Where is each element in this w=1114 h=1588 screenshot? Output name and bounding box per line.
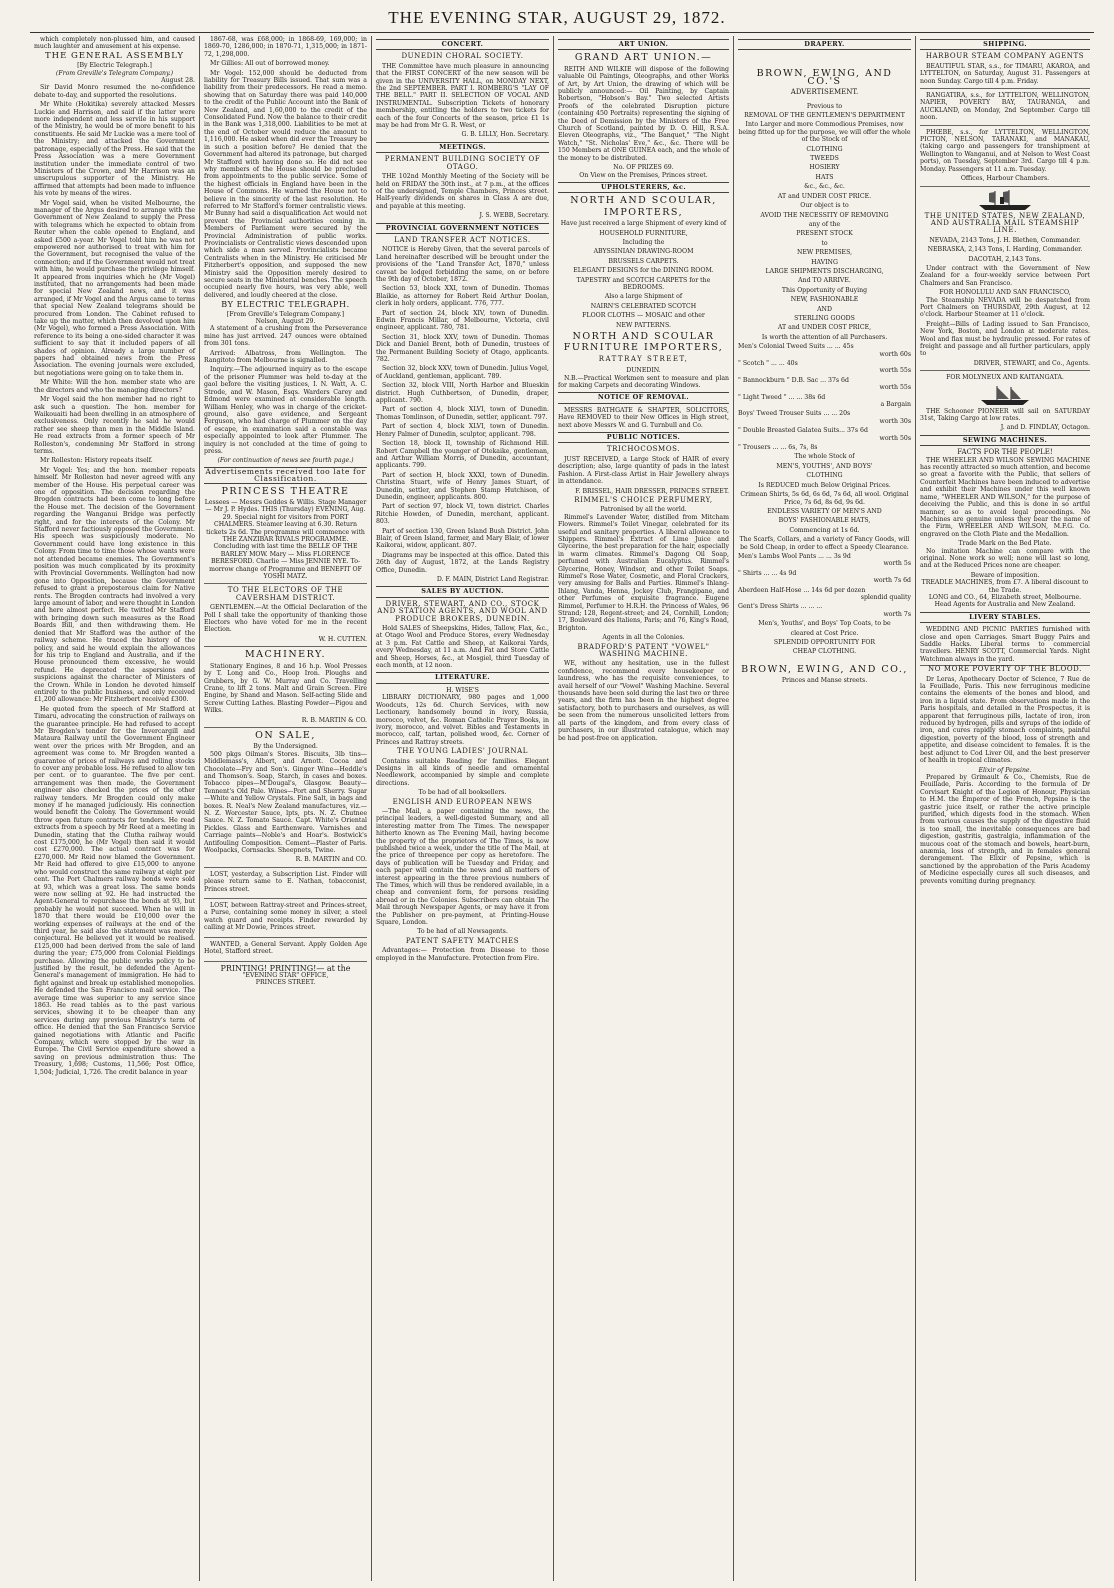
ad-line: SPLENDID OPPORTUNITY FOR [773, 639, 876, 646]
article-paragraph: Mr White (Hokitika) severely attacked Messrs Luckie and Harrison, and said if the latter were more independent and less servile in his support of the Ministry, he would be of more benefit to his constituents. He said Mr Luckie was a mere tool of the Ministry; and attacked the Government patronage, especially of the Press. He said that the Press Association was a mere Government institution under the immediate control of two Ministers of the Crown, and Mr Harrison was an unscrupulous supporter of the Ministry. He affirmed that attempts had been made to influence his vote by means of the wires. [34, 101, 195, 198]
land-notices-list [376, 285, 549, 549]
land-notice-item: Part of section H, block XXXI, town of Dunedin. Christina Stuart, wife of Henry James Stuart, of Dunedin, settler, and Stephen Stamp Hutchison, of Dunedin, engineer, applicants. 800. [376, 471, 549, 501]
ad-lost-1 [204, 871, 367, 899]
ad-body: Freight—Bills of Lading issued to San Francisco, New York, Boston, and London at moderate rates. Wool and flax must be hydraulic pressed. For rates of freight and passage and all further particulars, apply to [920, 320, 1090, 358]
ad-line: ELEGANT DESIGNS for the DINING ROOM. [573, 267, 714, 275]
ad-lines [738, 103, 911, 342]
dateline: August 28. [161, 77, 195, 85]
ad-body: THE Schooner PIONEER will sail on SATURDAY 31st, Taking Cargo at low rates. [920, 407, 1090, 423]
ad-line: FLOOR CLOTHS — MOSAIC and other [582, 312, 705, 320]
land-notice-item: Part of section 130, Green Island Bush District. John Blair, of Green Island, farmer, and Mary Blair, of lower Kaikorai, widow, applicant. 807. [376, 527, 549, 550]
price-row [738, 553, 911, 568]
ad-line: Crimean Shirts, 5s 6d, 6s 6d, 7s 6d, all wool. Original Price, 7s 6d, 8s 6d, 9s 6d. [740, 491, 909, 506]
article-paragraph: He quoted from the speech of Mr Stafford at Timaru, advocating the construction of railways on the guarantee principle. He had refused to accept Mr Brogden's tender for the Invercargill and Mataura Railway until the Government Engineer went over the prices with Mr Brogden, and an agreement was come to. Mr Brogden wanted a guarantee of prices of railways and rolling stocks to cover any probable loss. He refused to allow ten per cent. or to guarantee. The five per cent. arrangement was then made, the Government engineer also checked the prices of the other railway tenders. Mr Brogden could only make money if he managed judiciously. His connection would benefit the Colony. The Government would throw open future contracts for tenders. He read extracts from a speech by Mr Reed at a meeting in Dunedin, stating that the Clutha railway would cost £175,000, he (Mr Vogel) then said it would cost £270,000. The actual contract was for £270,000. Mr Reid now blamed the Government. Mr Reid had offered to give £15,000 to anyone who would construct the same railway at eight per cent. The Port Chalmers railway bonds were sold at 93, which was a great loss. The same bonds were now selling at 92. He had instructed the Agent-General to repurchase the bonds at 93, but probably he would not succeed. When he will in 1870 that there would be £10,000 over the working expenses of railways at the end of the third year, he said also the statement was merely conjectural. He believed yet it would be realised. £125,000 had been derived from the sale of land during the year; £75,000 from Colonial Fieldings purchase. Allowing the public works policy to be justified by the result, he defended the Agent-General's management of immigration. He had to fight against and break up established monopolies. He defended the San Francisco mail service. The average time was superior to any service since 1863. He read tables as to the past various services, showing it to be cheaper than any services during any previous Ministry's term of office. He denied that the San Francisco Service gained negotiations with Atlantic and Pacific Company, which were stopped by the war in Europe. The Civil Service expenditure showed a saving on previous administration thus: The Treasury, 1,698; Customs, 11,566; Post Office, 1,504; Judicial, 1,726. The credit balance in year [34, 705, 195, 1076]
ad-town: DUNEDIN. [626, 367, 661, 375]
ad-lines [738, 453, 911, 550]
land-notice-item: Part of section 4, block XLVI, town of Dunedin. Henry Palmer of Dunedin, sculptor, applicant. 798. [376, 423, 549, 438]
column-5 [734, 36, 916, 1581]
news-paragraph: A statement of a crushing from the Perseverance mine has just arrived. 247 ounces were obtained from 301 tons. [204, 325, 367, 348]
ad-line: to [821, 239, 828, 247]
ad-body: MESSRS BATHGATE & SHAPTER, SOLICITORS, Have REMOVED to their New Offices in High street, next above Messrs W. and G. Turnbull and Co. [558, 406, 729, 429]
ad-line: CLOTHING [806, 472, 843, 480]
land-notice-item: Section 18, block II, township of Richmond Hill. Robert Campbell the younger of Otekaike, gentleman, and Arthur William Morris, of Dunedin, accountant, applicants. 799. [376, 440, 549, 470]
column-2 [200, 36, 372, 1581]
ad-body: JUST RECEIVED, a Large Stock of HAIR of every description; also, large quantity of pads in the latest Fashion. A First-class Artist in Hair Jewellery always in attendance. [558, 455, 729, 486]
price-worth: a Bargain [880, 401, 911, 409]
land-notice-item: Part of section 97, block VI, town district. Charles Ritchie Howden, of Dunedin, merchant, applicant. 803. [376, 503, 549, 526]
price-worth: worth 7s 6d [873, 577, 911, 585]
ad-printing-3: PRINCES STREET. [255, 979, 316, 987]
column-6 [916, 36, 1094, 1581]
price-worth: worth 60s [879, 350, 911, 358]
ad-line: Also a large Shipment of [604, 293, 683, 301]
article-paragraph: Mr White: Will the hon. member state who are the directors and who the managing directors? [34, 379, 195, 394]
ad-subtitle: Patronised by all the world. [600, 506, 687, 514]
article-paragraph: Mr Vogel: 152,000 should be deducted from liability for Treasury Bills issued. That sum was a liability from their predecessors. He read a memo. showing that on Saturday there was paid 140,000 to the credit of the Public Account into the Bank of New Zealand, and 1,60,000 to the credit of the Consolidated Fund. Now the balance to their credit in the Bank was 1,318,000. Liabilities to be met at the end of October would reduce the amount to 1,116,000. He asked when did ever the Treasury be in such a position before? He denied that the Government had altered its patronage, but charged Mr Stafford with having done so. He did not see why members of the House should be precluded from appointments to the public service. Some of the highest officials in England have been in the House of Commons. He warned the House not to believe in the sincerity of the last resolution. He referred to Mr Stafford's former centralistic views. Mr Bunny had said a disqualification Act would not prevent the Provincial authorities coming in. Members of Parliament were secured by the Provincial Administration of public works. Provincialists or Centralistic views descended upon which side a man served. Provincialists became Centralists when in the Ministry. He criticised Mr Fitzherbert's opposition, and supposed the new Ministry said the Opposition merely desired to secure seats in the Ministerial benches. The speech occupied nearly five hours, was very able, well delivered, and loudly cheered at the close. [204, 69, 367, 299]
section-meetings: MEETINGS. [376, 142, 549, 153]
source-line: (From Greville's Telegram Company.) [55, 69, 174, 77]
ad-line: AND [817, 305, 832, 313]
price-row [738, 603, 911, 618]
ad-line: REMOVAL OF THE GENTLEMEN'S DEPARTMENT [744, 112, 905, 120]
ad-body: —The Mail, a paper containing the news, the principal leaders, a well-digested Summary, and all interesting matter from The Times. The newspaper hitherto known as The Evening Mail, having become the property of the proprietors of The Times, is now published twice a week, under the title of The Mail, at the price of threepence per copy as heretofore. The days of publication will be Tuesday and Friday, and each paper will contain the news and all matters of interest appearing in the three previous numbers of The Times, which will thus be rendered available, in a cheap and convenient form, for persons residing abroad or in the Colonies. Subscribers can obtain The Mail through Newspaper Agents, or may have it from the Publisher on pre-payment, at Printing-House Square, London. [376, 807, 549, 927]
section-drapery: DRAPERY. [738, 39, 911, 50]
article-paragraph: Mr Vogel: Yes; and the hon. member repeats himself. Mr Rolleston had never agreed with any member of the House. His perpetual career was one of opposition. The decision regarding the Brogden contracts had been come to long before the House met. The decision of the Government regarding the Wanganui Bridge was perfectly right, and for the interests of the Colony. Mr Stafford never factiously opposed the Government. His speech was suspiciously moderate. No Government could have long existence in this Colony. From time to time those whose wants were not attended became enemies. The Government's position was much complicated by its proximity with Provincial Governments. Wellington had now gone into Opposition, because the Government refused to grant a preposterous claim for Native rents. The Brogden contracts had involved a very large amount of labor, and were thought in London and here almost perfect. He twitted Mr Stafford with bringing down such measures as the Road Boards Bill, and then withdrawing them. He denied that Mr Stafford was the author of the railway scheme. He traced the history of the policy, and said he would explain the allowances for his trip to England and Australia, and if the House pronounced them excessive, he would refund. He deprecated the aspersions and suspicions against the character of Ministers of the Crown. While in London he devoted himself entirely to the public business, and only received £1,200 allowance: Mr Fitzherbert received £300. [34, 466, 195, 704]
ad-line: PRESENT STOCK [796, 230, 853, 238]
ad-body: WANTED, a General Servant. Apply Golden Age Hotel, Stafford street. [204, 940, 367, 956]
ad-line: Including the [622, 238, 665, 246]
ad-line: Our object is to [800, 202, 849, 210]
ad-body: NOTICE is Hereby Given, that the several parcels of Land hereinafter described will be brought under the provisions of the "Land Transfer Act, 1870," unless caveat be lodged forbidding the same, on or before the 9th day of October, 1872. [376, 246, 549, 283]
fleet-item: NEVADA, 2143 Tons, J. H. Blethen, Commander. [929, 236, 1081, 244]
ad-body: Lessees — Messrs Geddes & Willis. Stage Manager — Mr J. P. Hydes. THIS (Thursday) EVENING, Aug. 29. Special night for visitors from PORT CHALMERS. Steamer leaving at 6.30. Return tickets 2s 6d. The programme will commence with THE ZANZIBAR RIVALS PROGRAMME. Concluding with last time the BELLE OF THE BARLEY MOW. Mary — Miss FLORENCE BERESFORD. Charlie — Miss JENNIE NYE. To-morrow change of Programme and BENEFIT OF YOSHI MATZ. [204, 498, 367, 581]
ad-title: NORTH AND SCOULAR [572, 331, 715, 342]
column-1 [30, 36, 200, 1581]
ad-body: WE, without any hesitation, use in the fullest confidence, recommend every housekeeper or laundress, who has the requisite conveniences, to avail herself of our "Vowel" Washing Machine. Several thousands have been sold during the last two or three years, and the firm has been in the highest degree satisfactory, both to purchasers and ourselves, as will be seen from the numerous unsolicited letters from all parts of the kingdom, and from every class of purchasers, in our illustrated catalogue, which may be had post-free on application. [558, 660, 729, 742]
ad-line: AVOID THE NECESSITY OF REMOVING [760, 211, 889, 219]
price-item: Gent's Dress Shirts ... ... ... [738, 603, 823, 611]
ad-body: RANGATIRA, s.s., for LYTTELTON, WELLINGTON, NAPIER, POVERTY BAY, TAURANGA, and AUCKLAND, on Monday, 2nd September. Cargo till noon. [920, 92, 1090, 126]
ad-title: H. WISE'S [446, 686, 479, 694]
section-art-union: ART UNION. [558, 39, 729, 50]
ad-body: Rimmel's Lavender Water, distilled from Mitcham Flowers. Rimmel's Toilet Vinegar, celebrated for its useful and sanitary properties. A liberal allowance to Shippers. Rimmel's Extract of Lime Juice and Glycerine, the best preparation for the hair, especially in warm climates. Rimmel's Dagong Oil Soap, perfumed with Australian Eucalyptus. Rimmel's Glycerine, Honey, Windsor, and other Toilet Soaps. Rimmel's Rose Water, Cosmetic, and Floral Crackers, very amusing for Balls and Parties. Rimmel's Ihlang-Ihlang, Vanda, Henna, Jockey Club, Frangipane, and other Perfumes of exquisite fragrance. Eugene Rimmel, Perfumer to H.R.H. the Princess of Wales, 96 Strand; 128, Regent-street; and 24, Cornhill, London; 17, Boulevard des Italiens, Paris; and 76, King's Road, Brighton. [558, 513, 729, 632]
ad-title: TO THE ELECTORS OF THE CAVERSHAM DISTRICT. [227, 586, 344, 602]
ship-icon [975, 189, 1035, 211]
ad-line: Have just received a large Shipment of every kind of [560, 220, 727, 228]
ad-line: Men's, Youths', and Boys' Top Coats, to be [758, 620, 891, 628]
ad-line: ENDLESS VARIETY OF MEN'S AND [767, 507, 882, 515]
ad-title: PRINCESS THEATRE [221, 485, 350, 497]
land-notice-item: Section 53, block XXI, town of Dunedin. Thomas Blaikie, as attorney for Robert Reid Arthur Doolan, clerk in holy orders, applicant. 776, 777. [376, 285, 549, 308]
price-worth: worth 7s [883, 610, 911, 618]
section-title-telegraph: BY ELECTRIC TELEGRAPH. [221, 300, 350, 310]
ad-body: LOST, between Rattray-street and Princes-street, a Purse, containing some money in silver, a steel watch guard and receipts. Finder rewarded by calling at Mr Dowie, Princes street. [204, 902, 367, 932]
ad-signature: D. F. MAIN, District Land Registrar. [436, 576, 549, 583]
ad-body: LIBRARY DICTIONARY, 980 pages and 1,000 Woodcuts, 12s 6d. Church Services, with new Lectionary, handsomely bound in ivory, Russia, morocco, velvet, &c. Roman Catholic Prayer Books, in ivory, morocco, and velvet. Bibles and Testaments in morocco, calf, tartan, polished wood, &c. Corner of Princes and Rattray streets. [376, 694, 549, 746]
ad-line: TREADLE MACHINES, from £7. A liberal discount to the Trade. [921, 579, 1089, 594]
price-row [738, 410, 911, 425]
price-item: " Trousers ... ... 6s, 7s, 8s [738, 444, 818, 452]
land-notice-item: Part of section 4, block XLVI, town of Dunedin. Thomas Tomlinson, of Dunedin, settler, applicant. 797. [376, 406, 549, 421]
ad-title: LAND TRANSFER ACT NOTICES. [394, 235, 531, 244]
ad-subtitle: FURNITURE IMPORTERS, [563, 342, 724, 354]
ad-line: HAVING [811, 258, 838, 266]
ad-title: THE YOUNG LADIES' JOURNAL [397, 747, 528, 756]
price-worth: splendid quality [860, 593, 911, 601]
ad-line: HOSIERY [809, 164, 840, 172]
ad-wanted [204, 941, 367, 962]
ad-body: THE 102nd Monthly Meeting of the Society will be held on FRIDAY the 30th inst., at 7 p.m., at the offices of the undersigned, Temple Chambers, Princes street. Half-yearly dividends on shares in Class A are due, and payable at this meeting. [376, 173, 549, 210]
ad-title: RIMMEL'S CHOICE PERFUMERY, [574, 495, 713, 504]
ad-line: Commencing at 1s 6d. [789, 526, 860, 534]
ad-electors [204, 587, 367, 647]
price-item: " Light Tweed " ... ... 38s 6d [738, 393, 826, 401]
ad-footer: To be had of all booksellers. [418, 789, 507, 797]
section-sewing: SEWING MACHINES. [920, 435, 1090, 446]
price-worth: worth 5s [883, 560, 911, 568]
land-notice-item: Section 32, block XXV, town of Dunedin. Julius Vogel, of Auckland, gentleman, applicant. 789. [376, 365, 549, 380]
ad-title: ENGLISH AND EUROPEAN NEWS [392, 797, 533, 806]
dateline: Nelson, August 29. [255, 318, 316, 326]
ad-title: ON SALE, [255, 729, 316, 741]
ad-on-sale [204, 729, 367, 868]
ad-title: PATENT SAFETY MATCHES [405, 936, 520, 945]
ad-signature: J. and D. FINDLAY, Octagon. [1000, 424, 1090, 432]
ad-signature: J. S. WEBB, Secretary. [479, 212, 549, 220]
article-paragraph: Mr Rolleston: History repeats itself. [40, 457, 153, 465]
land-notice-item: Section 31, block XXV, town of Dunedin. Thomas Dick and Daniel Brent, both of Dunedin, trustees of the Permanent Building Society of Otago, applicants. 782. [376, 333, 549, 364]
ad-title: FACTS FOR THE PEOPLE! [957, 448, 1053, 457]
land-notice-item: Section 32, block VIII, North Harbor and Blueskin district. Hugh Cuthbertson, of Dunedin, draper, applicant. 790. [376, 382, 549, 405]
ad-body: REITH AND WILKIE will dispose of the following valuable Oil Paintings, Oleographs, and other Works of Art, by Art Union, the drawing of which will be publicly announced:— Oil Painting, by Captain Robertson, "Hobson's Bay." Two selected Artists Proofs of the celebrated Disruption picture (containing 450 Portraits) representing the signing of the Deed of Demission by the Ministers of the Free Church of Scotland, painted by D. O. Hill, R.S.A. Eleven Oleographs, viz., "The Banquet," "The Night Watch," "St. Nicholas' Eve," &c., &c. There will be 150 Members at ONE GUINEA each, and the whole of the money to be distributed. [558, 65, 729, 162]
ad-body: Contains suitable Reading for families. Elegant Designs in all kinds of needle and ornamental Needlework, accompanied by simple and complete directions. [376, 757, 549, 787]
ad-body: GENTLEMEN.—At the Official Declaration of the Poll I shall take the opportunity of thanking those Electors who have voted for me in the recent Election. [204, 604, 367, 634]
article-paragraph: Sir David Monro resumed the no-confidence debate to-day, and supported the resolutions. [34, 84, 195, 99]
ad-body: THE WHEELER AND WILSON SEWING MACHINE has recently attracted so much attention, and become so great a favorite with the Public, that sellers of Counterfeit Machines have been induced to advertise and exhibit their Machines under this well known name, "WHEELER AND WILSON," for the purpose of deceiving the Public, and this is done in so artful manner, so as to avoid legal proceedings. No Machines are genuine unless they bear the name of the Firm, WHEELER AND WILSON, M.F.G. Co. engraved on the Cloth Plate and the Medallion. [920, 456, 1090, 538]
ad-footer: To be had of all Newsagents. [417, 928, 508, 936]
price-row [738, 570, 911, 585]
price-worth: worth 50s [879, 434, 911, 442]
price-row [738, 444, 911, 451]
ad-line: Into Larger and more Commodious Premises, now being fitted up for the purpose, we will offer the whole of the Stock of [738, 121, 911, 144]
ad-note: N.B.—Practical Workmen sent to measure and plan for making Carpets and decorating Windows. [558, 374, 729, 390]
ad-machinery [204, 651, 367, 728]
fleet-item: DACOTAH, 2,143 Tons. [968, 255, 1042, 263]
ad-line: Is REDUCED much Below Original Prices. [758, 481, 891, 489]
column-4 [554, 36, 734, 1581]
source-line: [From Greville's Telegram Company.] [226, 310, 345, 318]
news-paragraph: Arrived: Albatross, from Wellington. The Rangitoto from Melbourne is signalled. [204, 349, 367, 365]
ad-signature: LONG and CO., 64, Elizabeth street, Melbourne. Head Agents for Australia and New Zealand. [928, 593, 1082, 609]
ad-signature: F. BRISSEL, HAIR DRESSER, PRINCES STREET. [575, 487, 729, 495]
ad-subtitle: By the Undersigned. [253, 743, 318, 751]
column-3 [372, 36, 554, 1581]
ad-body: No imitation Machine can compare with the original. None work so well; none will last so long, and at the Reduced Prices none are cheaper. [920, 547, 1090, 570]
ad-printing-2: "EVENING STAR" OFFICE, [242, 971, 329, 979]
ad-body: Under contract with the Government of New Zealand for a four-weekly service between Port Chalmers and San Francisco. [920, 264, 1090, 287]
ad-footer: Offices, Harbour Chambers. [920, 175, 1090, 186]
ad-line: MEN'S, YOUTHS', AND BOYS' [776, 462, 873, 470]
ad-title: HARBOUR STEAM COMPANY AGENTS [925, 52, 1085, 61]
ad-title: BROWN, EWING, AND CO., [741, 663, 908, 675]
ad-line: NAIRN'S CELEBRATED SCOTCH [590, 302, 697, 310]
ad-title: GRAND ART UNION.— [574, 52, 713, 64]
ad-title: DUNEDIN CHORAL SOCIETY. [401, 52, 524, 61]
ad-theatre [204, 485, 367, 585]
ad-line: This Opportunity of Buying [781, 286, 868, 294]
ad-title: BROWN, EWING, AND CO.'S [756, 68, 893, 87]
ad-line: BOYS' FASHIONABLE HATS, [778, 517, 871, 525]
ad-body: 500 pkgs Oilman's Stores. Biscuits, 3lb tins—Middlemass's, Albert, and Arnott. Cocoa and Chocolate—Fry and Son's. Ginger Wine—Heddle's and Thomson's. Soap, Starch, in cases and boxes. Tobacco pipes—M'Dougal's, Glasgow. Beauty—Tennent's Old Pale. Wines—Port and Sherry. Sugar—White and Yellow Crystals. Fine Salt, in bags and boxes. R. Neal's New Zealand manufactures, viz.— N. Z. Worcester Sauce, lpts, pts. N. Z. Chutnee Sauce. N. Z. Tomato Sauce. Capt. White's Oriental Pickles. Glass and Earthenware. Varnishes and Carriage paints—Noble's and Hoar's. Bostwick's Antifouling Composition. Cement—Plaster of Paris. Woolpacks, Cornsacks. Sheepnets, Twine. [204, 750, 367, 855]
ad-line: NEW PREMISES, [796, 249, 853, 257]
price-worth: worth 55s [879, 384, 911, 392]
masthead-rule [30, 32, 1094, 33]
ad-line: &c., &c., &c. [804, 183, 845, 191]
ad-line: TWEEDS [810, 155, 839, 163]
ad-footer: On View on the Premises, Princes street. [579, 171, 708, 179]
news-paragraph: Inquiry.—The adjourned inquiry as to the escape of the prisoner Plummer was held to-day at the gaol before the visiting justices, I. N. Watt, A. C. Strode, and W. Mason, Esqs. Warders Carey and Edmond were examined at considerable length. William Henley, who was in charge of the cricket-ground, also gave evidence, and Sergeant Ferguson, who had charge of Plummer on the day of escape, in examination said a constable was especially appointed to look after Plummer. The inquiry is not concluded at the time of going to press. [204, 366, 367, 455]
ad-body: PHŒBE, s.s., for LYTTELTON, WELLINGTON, PICTON, NELSON, TARANAKI, and MANAKAU, (taking cargo and passengers for transhipment at Wellington to Wanganui, and at Nelson to West Coast ports), on Tuesday, September 3rd. Cargo till 4 p.m. Monday. Passengers at 11 a.m. Tuesday. [920, 128, 1090, 173]
ad-signature: R. B. MARTIN and CO. [295, 856, 367, 864]
ad-line: HOUSEHOLD FURNITURE, [599, 229, 688, 237]
lead-paragraph: which completely non-plussed him, and caused much laughter and amusement at his expense. [34, 36, 195, 51]
ad-printing-1: PRINTING! PRINTING!— at the [220, 963, 351, 973]
ad-line: Previous to [806, 102, 843, 110]
columns [30, 36, 1094, 1581]
section-shipping: SHIPPING. [920, 39, 1090, 50]
ad-subtitle: IMPORTERS, [603, 206, 684, 218]
article-paragraph: Mr Gillies: All out of borrowed money. [210, 60, 330, 68]
article-paragraph: Mr Vogel said, when he visited Melbourne, the manager of the Argus desired to arrange with the Government of New Zealand to supply the Press with telegrams which he expected to obtain from Reuter when the cable opened to England, and asked £500 a-year. Mr Vogel told him he was not empowered nor authorised to treat with him for the Government, but recognised the value of the connection; and if the Government would not treat with him, he would purchase the privilege himself. It appeared from inquiries which he (Mr Vogel) instituted, that no arrangements had been made for special New Zealand news, and it was arranged, if Mr Vogel and the Argus came to terms that special New Zealand telegrams should be procured from London. The Cabinet refused to take up the matter, which then devolved upon him (Mr Vogel), who formed a Press Association. With reference to its being a one-sided character it was sufficient to say that it included papers of all shades of opinion. Already a large number of papers had obtained news from the Press Association. The evening journals were excluded, but negotiations were going on to take them in. [34, 199, 195, 377]
ad-line: ABYSSINIAN DRAWING-ROOM [593, 248, 694, 256]
price-item: " Scotch " ... ... 40s [738, 360, 798, 367]
price-item: Aberdeen Half-Hose ... 14s 6d per dozen [738, 586, 866, 594]
ad-line: LARGE SHIPMENTS DISCHARGING, [765, 267, 884, 275]
article-body-continued [204, 36, 367, 299]
ad-title: NO MORE POVERTY OF THE BLOOD. [920, 665, 1090, 673]
ad-title: BRADFORD'S PATENT "VOWEL" WASHING MACHINE. [577, 642, 710, 659]
ad-line: The whole Stock of [794, 453, 855, 461]
ad-body: LOST, yesterday, a Subscription List. Finder will please return same to E. Nathan, tobacconist, Princes street. [204, 870, 367, 893]
ad-title: FOR MOLYNEUX AND KAITANGATA. [946, 374, 1064, 382]
ad-subtitle: Elixir of Pepsine. [978, 766, 1032, 774]
masthead: THE EVENING STAR, AUGUST 29, 1872. [388, 8, 726, 27]
price-worth: worth 55s [879, 367, 911, 375]
section-public-notices: PUBLIC NOTICES. [558, 432, 729, 443]
ad-line: STERLING GOODS [794, 314, 855, 322]
ad-line: TAPESTRY and SCOTCH CARPETS for the BEDROOMS. [576, 276, 711, 291]
ad-prizes: No. OF PRIZES 69. [613, 164, 674, 172]
ad-body: Diagrams may be inspected at this office. Dated this 26th day of August, 1872, at the Lands Registry Office, Dunedin. [376, 551, 549, 574]
ad-title: DRIVER, STEWART, AND CO., STOCK AND STATION AGENTS, AND WOOL AND PRODUCE BROKERS, DUNEDIN. [377, 599, 548, 623]
price-list [738, 343, 911, 451]
ad-line: CHEAP CLOTHING. [792, 648, 857, 656]
continuation-note: (For continuation of news see fourth page.) [217, 457, 354, 465]
ad-title: PERMANENT BUILDING SOCIETY OF OTAGO. [384, 155, 541, 171]
ad-body: Prepared by Grimault & Co., Chemists, Rue de Feuillade, Paris. According to the formula of Dr Corvisart Knight of the Legion of Honour, Physician to H.M. the Emperor of the French, Pepsine is the gastric juice itself, or rather the active principle purified, which digests food in the stomach. When from various causes the supply of the digestive fluid is too small, the inevitable consequences are bad digestion, gastritis, gastralgia, inflammation of the mucous coat of the stomach and bowels, heart-burn, anæmia, loss of strength, and in females general derangement. The Elixir of Pepsine, which is sanctioned by the approbation of the Paris Academy of Medicine especially cures all such diseases, and prevents vomiting during pregnancy. [920, 773, 1090, 885]
ad-body: WEDDING AND PICNIC PARTIES furnished with close and open Carriages. Smart Buggy Pairs and Saddle Hacks. Liberal terms to commercial travellers. HENRY SCOTT, Commercial Yards. Night Watchman always in the yard. [920, 626, 1090, 663]
price-item: Boys' Tweed Trouser Suits ... ... 20s [738, 410, 851, 418]
ads-heading: Advertisements received too late for Classification. [205, 466, 366, 484]
ad-title: THE UNITED STATES, NEW ZEALAND, AND AUSTRALIA MAIL STEAMSHIP LINE. [924, 211, 1086, 235]
fleet-item: NEBRASKA, 2,143 Tons, I. Harding, Commander. [927, 246, 1083, 254]
section-removal: NOTICE OF REMOVAL. [558, 392, 729, 403]
section-provincial: PROVINCIAL GOVERNMENT NOTICES [376, 223, 549, 234]
price-item: " Bannockburn " D.B. Sac ... 37s 6d [738, 376, 849, 384]
price-item: Men's Lambs Wool Pants ... ... 3s 9d [738, 552, 851, 560]
ad-line: HATS [815, 173, 834, 181]
ad-line: cleared at Cost Price. [790, 629, 859, 637]
article-title: THE GENERAL ASSEMBLY [44, 50, 184, 61]
ad-line: BRUSSELS CARPETS. [608, 257, 679, 265]
price-row [738, 377, 911, 392]
section-livery: LIVERY STABLES. [920, 612, 1090, 623]
ad-body: The Steamship NEVADA will be despatched from Port Chalmers on THURSDAY, 29th August, at 12 o'clock. Harbour Steamer at 11 o'clock. [920, 296, 1090, 319]
ad-body: Stationary Engines, 8 and 16 h.p. Wool Presses by T. Long and Co., Hoop Iron. Ploughs and Grubbers, by G. W. Murray and Co. Travelling Crane, to lift 2 tons. Malt and Grain Screen. Fire Engine, by Shand and Mason. Self-acting Slide and Screw Cutting Lathes. Blasting Powder—Pigou and Wilks. [204, 662, 367, 715]
ad-subtitle: ADVERTISEMENT. [790, 88, 859, 97]
ad-line: Is worth the attention of all Purchasers. [761, 333, 888, 341]
price-item: " Shirts ... ... 4s 9d [738, 569, 797, 577]
section-sales: SALES BY AUCTION. [376, 586, 549, 597]
ad-address: Princes and Manse streets. [781, 677, 868, 685]
price-item: Men's Colonial Tweed Suits ... ... 45s [738, 343, 854, 351]
section-concert: CONCERT. [376, 39, 549, 50]
ad-body: BEAUTIFUL STAR, s.s., for TIMARU, AKAROA, and LYTTELTON, on Saturday, August 31. Passengers at noon Sunday. Cargo till 4 p.m. Friday. [920, 63, 1090, 89]
ad-lost-2 [204, 902, 367, 938]
ad-body: Dr Leras, Apothecary Doctor of Science, 7 Rue de la Feuillade, Paris. This new ferruginous medicine contains the elements of the bones and blood, and iron in a liquid state. From observations made in the Paris hospitals, and detailed in the Prospectus, it is apparent that ferruginous pills, lactate of iron, iron reduced by hydrogen, pills and syrups of the iodide of iron, and cures rapidly stomach complaints, painful digestion, poverty of the blood, loss of strength and appetite, and disease coincident to females. It is the best adjunct to Cod Liver Oil, and the best preserver of health in tropical climates. [920, 675, 1090, 765]
byline: [By Electric Telegraph.] [77, 62, 152, 70]
fleet-list [920, 237, 1090, 263]
price-worth: worth 30s [879, 417, 911, 425]
ad-body: THE Committee have much pleasure in announcing that the FIRST CONCERT of the new season will be given in the UNIVERSITY HALL, on MONDAY NEXT, the 2nd SEPTEMBER. PART I. ROMBERG'S "LAY OF THE BELL." PART II. SELECTION OF VOCAL AND INSTRUMENTAL. Subscription Tickets of honorary membership, entitling the holders to two tickets for each of the four Concerts of the season, price £1 1s may be had from Mr G. R. West, or [376, 62, 549, 130]
section-literature: LITERATURE. [376, 672, 549, 683]
ad-line: And TO ARRIVE. [798, 277, 851, 285]
ad-body: Hold SALES of Sheepskins, Hides, Tallow, Flax, &c., at Otago Wool and Produce Stores, every Wednesday at 3 p.m. Fat Cattle and Sheep, at Kaikorai Yards, every Wednesday, at 11 a.m. And Fat and Store Cattle and Sheep, Horses, &c., at Mosgiel, third Tuesday of each month, at 12 noon. [376, 625, 549, 670]
ad-line: NEW PATTERNS. [616, 321, 671, 329]
ad-line: any of the [808, 220, 841, 228]
ad-title: TRICHOCOSMOS. [606, 445, 681, 454]
ad-subtitle: FOR HONOLULU AND SAN FRANCISCO, [939, 289, 1071, 297]
price-row [738, 360, 911, 375]
land-notice-item: Part of section 24, block XIV, town of Dunedin. Edwin Francis Millar, of Melbourne, Victoria, civil engineer, applicant. 780, 781. [376, 309, 549, 332]
section-upholsterers: UPHOLSTERERS, &c. [558, 182, 729, 193]
ad-line: AT and UNDER COST PRICE, [777, 324, 872, 332]
ad-signature: R. B. MARTIN & CO. [301, 716, 367, 724]
price-row [738, 343, 911, 358]
price-item: " Double Breasted Galatea Suits... 37s 6d [738, 427, 868, 435]
article-paragraph: Mr Vogel said the hon member had no right to ask such a question. The hon. member for Waikouaiti had been dwelling in an atmosphere of exclusiveness. Only recently he said he would rather see sheep than men in the Middle Island. He read extracts from a former speech of Mr Rolleston's, condemning Mr Stafford in strong terms. [34, 396, 195, 455]
price-list [738, 553, 911, 618]
article-body [34, 84, 195, 1076]
ad-title: MACHINERY. [244, 649, 327, 661]
ad-street: RATTRAY STREET, [598, 354, 689, 363]
ad-line: Beware of imposition. [970, 571, 1040, 579]
ad-body: Advantages:— Protection from Disease to those employed in the Manufacture. Protection from Fire. [376, 947, 549, 962]
price-row [738, 394, 911, 409]
ad-line: CLOTHING [806, 145, 843, 153]
ad-line: NEW, FASHIONABLE [790, 296, 859, 304]
ad-lines [738, 620, 911, 656]
price-row [738, 427, 911, 442]
schooner-icon [975, 384, 1035, 406]
article-paragraph: 1867-68, was £68,000; in 1868-69, 169,000; in 1869-70, 1286,000; in 1870-71, 1,315,000; in 1871-72, 1,298,000. [204, 36, 367, 58]
ad-signature: DRIVER, STEWART, and Co., Agents. [920, 360, 1090, 371]
ad-line: The Scarfs, Collars, and a variety of Fancy Goods, will be Sold Cheap, in order to effect a Speedy Clearance. [739, 536, 910, 551]
ad-lines [558, 220, 729, 329]
price-row [738, 587, 911, 602]
ad-footer: Agents in all the Colonies. [602, 634, 685, 642]
ad-title: NORTH AND SCOULAR, [570, 195, 717, 207]
ad-line: AT and UNDER COST PRICE. [777, 192, 872, 200]
ad-signature: W. H. CUTTEN. [318, 635, 367, 643]
ad-signature: G. B. LILLY, Hon. Secretary. [461, 131, 549, 139]
ad-line: Trade Mark on the Bed Plate. [958, 540, 1052, 548]
